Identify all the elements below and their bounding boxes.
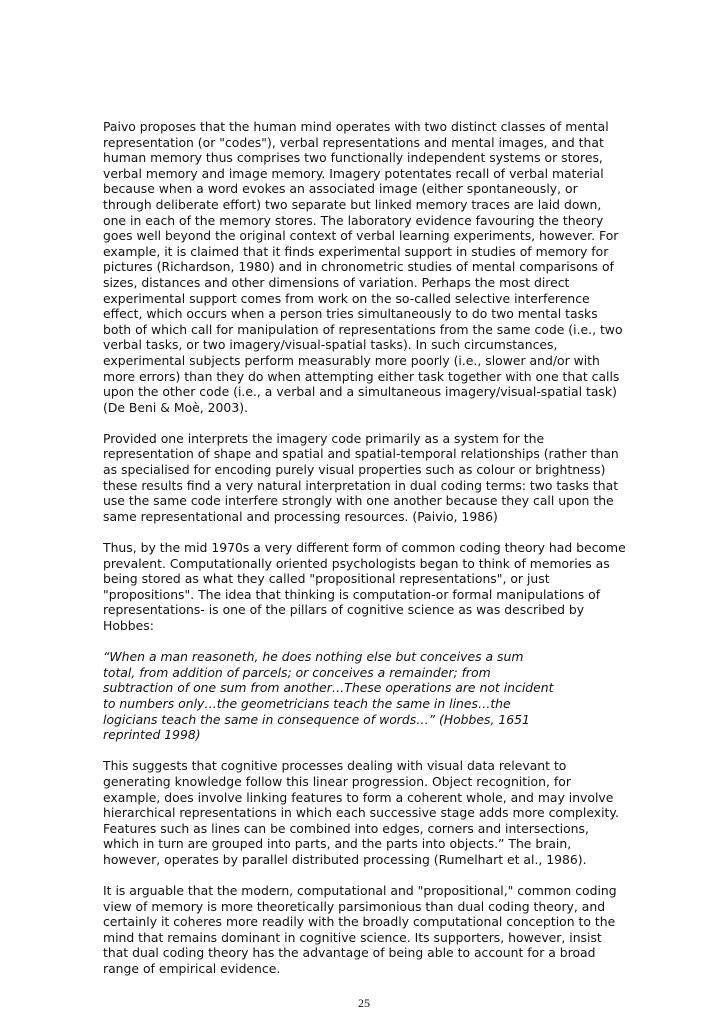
text-line: both of which call for manipulation of representations from the same code (i.e., two: [103, 321, 623, 337]
text-line: being stored as what they called "propositional representations", or just: [103, 571, 550, 587]
paragraph-paivio-theory: [103, 119, 635, 415]
text-line: however, operates by parallel distributed processing (Rumelhart et al., 1986).: [103, 851, 587, 867]
text-line: verbal tasks, or two imagery/visual-spatial tasks). In such circumstances,: [103, 337, 558, 353]
paragraph-common-coding: [103, 540, 635, 634]
text-line: effect, which occurs when a person tries simultaneously to do two mental tasks: [103, 306, 598, 322]
text-line: sizes, distances and other dimensions of variation. Perhaps the most direct: [103, 274, 570, 290]
text-line: Paivo proposes that the human mind operates with two distinct classes of mental: [103, 119, 609, 134]
text-line: Hobbes:: [103, 618, 154, 633]
text-line: representations- is one of the pillars of cognitive science as was described by: [103, 602, 585, 618]
text-line: more errors) than they do when attempting either task together with one that calls: [103, 368, 620, 384]
text-line: certainly it coheres more readily with the broadly computational conception to the: [103, 914, 616, 930]
quote-line: logicians teach the same in consequence of words…” (Hobbes, 1651: [103, 711, 530, 727]
text-line: (De Beni & Moè, 2003).: [103, 399, 248, 415]
text-line: mind that remains dominant in cognitive science. Its supporters, however, insist: [103, 929, 602, 945]
text-line: which in turn are grouped into parts, and the parts into objects.” The brain,: [103, 836, 572, 852]
paragraph-imagery-code: [103, 431, 635, 525]
text-line: example, it is claimed that it finds experimental support in studies of memory for: [103, 243, 609, 259]
quote-line: to numbers only…the geometricians teach the same in lines…the: [103, 695, 511, 711]
text-line: because when a word evokes an associated image (either spontaneously, or: [103, 181, 578, 197]
paragraph-conclusion: [103, 883, 635, 977]
text-line: through deliberate effort) two separate but linked memory traces are laid down,: [103, 196, 602, 212]
text-line: Features such as lines can be combined into edges, corners and intersections,: [103, 820, 589, 836]
block-quote-hobbes: [103, 649, 635, 743]
text-line: experimental support comes from work on the so-called selective interference: [103, 290, 590, 306]
text-line: that dual coding theory has the advantage of being able to account for a broad: [103, 945, 596, 961]
text-line: same representational and processing resources. (Paivio, 1986): [103, 508, 498, 524]
quote-line: “When a man reasoneth, he does nothing else but conceives a sum: [103, 649, 524, 665]
text-line: one in each of the memory stores. The laboratory evidence favouring the theory: [103, 212, 604, 228]
text-line: as specialised for encoding purely visual properties such as colour or brightness): [103, 462, 606, 478]
text-line: hierarchical representations in which each successive stage adds more complexity.: [103, 805, 619, 821]
text-line: example, does involve linking features to form a coherent whole, and may involve: [103, 789, 614, 805]
text-line: prevalent. Computationally oriented psychologists began to think of memories as: [103, 555, 610, 571]
page-number: 25: [358, 996, 370, 1010]
text-line: pictures (Richardson, 1980) and in chronometric studies of mental comparisons of: [103, 259, 614, 275]
text-line: "propositions". The idea that thinking is computation-or formal manipulations of: [103, 586, 601, 602]
text-line: Thus, by the mid 1970s a very different form of common coding theory had become: [103, 540, 626, 556]
text-line: Provided one interprets the imagery code primarily as a system for the: [103, 430, 545, 446]
text-line: verbal memory and image memory. Imagery potentates recall of verbal material: [103, 165, 604, 181]
text-line: range of empirical evidence.: [103, 961, 281, 977]
body-text: [103, 119, 635, 992]
text-line: use the same code interfere strongly with one another because they call upon the: [103, 493, 614, 509]
text-line: It is arguable that the modern, computational and "propositional," common coding: [103, 883, 617, 899]
text-line: representation of shape and spatial and spatial-temporal relationships (rather than: [103, 446, 619, 462]
text-line: view of memory is more theoretically parsimonious than dual coding theory, and: [103, 898, 606, 914]
text-line: upon the other code (i.e., a verbal and a simultaneous imagery/visual-spatial task): [103, 384, 617, 400]
text-line: goes well beyond the original context of verbal learning experiments, however. For: [103, 228, 619, 244]
quote-line: total, from addition of parcels; or conceives a remainder; from: [103, 664, 491, 680]
quote-line: reprinted 1998): [103, 727, 201, 743]
text-line: generating knowledge follow this linear progression. Object recognition, for: [103, 773, 571, 789]
text-line: This suggests that cognitive processes dealing with visual data relevant to: [103, 758, 567, 774]
quote-line: subtraction of one sum from another…These operations are not incident: [103, 680, 554, 696]
text-line: experimental subjects perform measurably more poorly (i.e., slower and/or with: [103, 352, 600, 368]
text-line: representation (or "codes"), verbal representations and mental images, and that: [103, 134, 604, 150]
paragraph-visual-processing: [103, 758, 635, 867]
text-line: these results find a very natural interpretation in dual coding terms: two tasks that: [103, 477, 619, 493]
text-line: human memory thus comprises two functionally independent systems or stores,: [103, 150, 603, 166]
